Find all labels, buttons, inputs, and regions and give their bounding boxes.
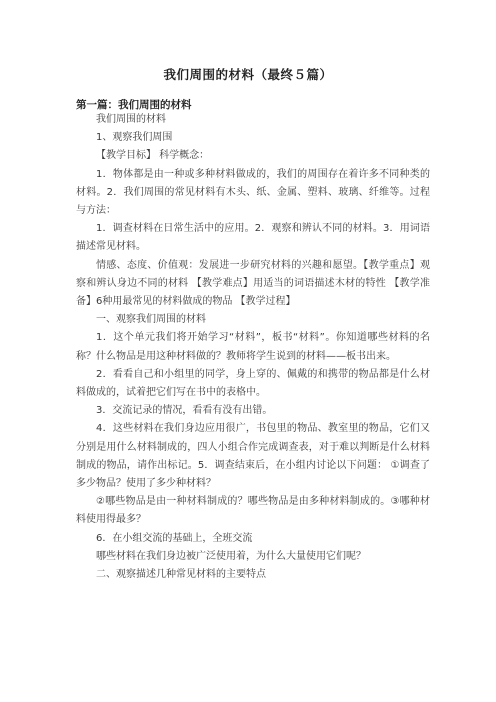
paragraph: 二、观察描述几种常见材料的主要特点 [96,569,266,581]
paragraph: 我们周围的材料 [96,114,166,125]
document-title: 我们周围的材料（最终５篇） [163,67,333,82]
paragraph: 1．这个单元我们将开始学习“材料”，板书“材料”。你知道哪些材料的名称？什么物品是用这种材料做的？教师将学生说到的材料——板书出来。 [76,332,430,362]
paragraph: 4．这些材料在我们身边应用很广，书包里的物品、教室里的物品，它们又分别是用什么材料制成的，四人小组合作完成调查表，对于难以判断是什么材料制成的物品，请作出标记。5．调查结束后，在小组内讨论以下问题： ①调查了多少物品？使用了多少种材料？ [76,423,430,490]
paragraph: 【教学目标】 科学概念： [96,150,210,162]
paragraph: 情感、态度、价值观：发展进一步研究材料的兴趣和愿望。【教学重点】观察和辨认身边不同的材料 【教学难点】用适当的词语描述木材的特性 【教学准备】6种用最常见的材料做成的物品 【教学过程】 [76,259,430,308]
paragraph: 哪些材料在我们身边被广泛使用着，为什么大量使用它们呢？ [96,550,366,562]
paragraph: ②哪些物品是由一种材料制成的？哪些物品是由多种材料制成的。③哪种材料使用得最多？ [76,496,430,526]
paragraph: 一、观察我们周围的材料 [96,314,206,326]
paragraph: 1、观察我们周围 [96,132,173,144]
paragraph: 1．调查材料在日常生活中的应用。2．观察和辨认不同的材料。3．用词语描述常见材料。 [76,223,430,253]
section-heading: 第一篇：我们周围的材料 [76,99,192,111]
document-body [76,111,430,584]
paragraph: 2．看看自己和小组里的同学，身上穿的、佩戴的和携带的物品都是什么材料做成的，试着把它们写在书中的表格中。 [76,368,430,399]
paragraph: 3．交流记录的情况，看看有没有出错。 [96,405,273,417]
paragraph: 1．物体都是由一种或多种材料做成的，我们的周围存在着许多不同种类的材料。2．我们周围的常见材料有木头、纸、金属、塑料、玻璃、纤维等。过程与方法： [76,168,430,217]
paragraph: 6．在小组交流的基础上，全班交流 [96,532,253,544]
